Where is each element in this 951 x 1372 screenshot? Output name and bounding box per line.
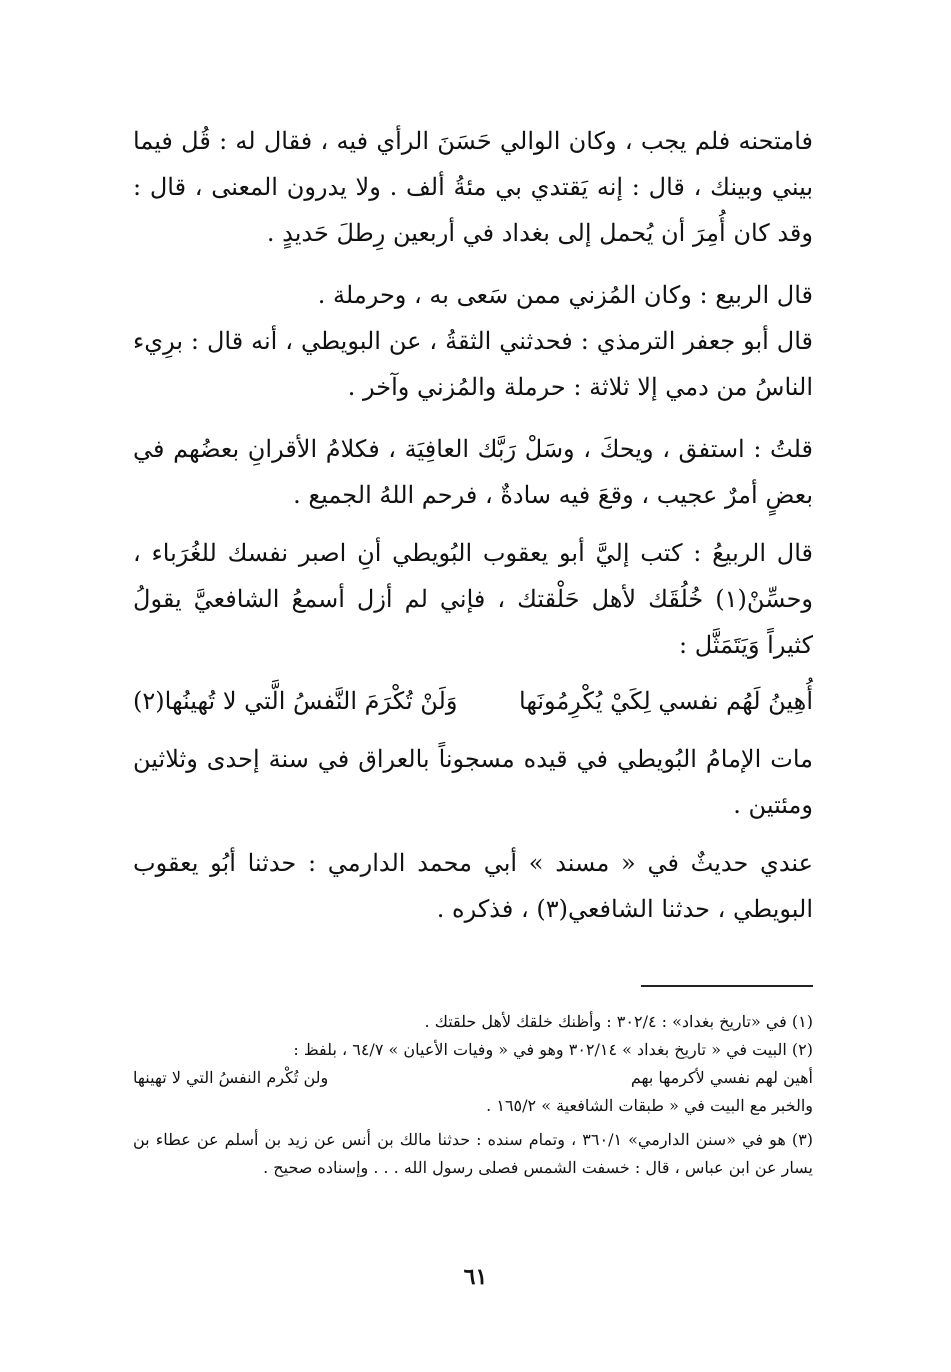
- paragraph-5: قال الربيعُ : كتب إليَّ أبو يعقوب البُويطي أنِ اصبر نفسك للغُرَباء ، وحسِّنْ(١) خُلُقَك لأهل حَلْقتك ، فإني لم أزل أسمعُ الشافعيَّ يقولُ كثيراً وَيَتَمَثَّل :: [133, 539, 813, 659]
- verse-second-hemistich: وَلَنْ تُكْرَمَ النَّفسُ الَّتي لا تُهينُها(٢): [133, 687, 458, 715]
- footnote-2: (٢) البيت في « تاريخ بغداد » ٣٠٢/١٤ وهو في « وفيات الأعيان » ٦٤/٧ ، بلفظ :: [293, 1040, 813, 1059]
- page-number: ٦١: [463, 1264, 488, 1290]
- paragraph-6: مات الإمامُ البُويطي في قيده مسجوناً بالعراق في سنة إحدى وثلاثين ومئتين .: [133, 745, 813, 819]
- footnote-verse-second: ولن تُكْرم النفسُ التي لا تهينها: [133, 1068, 329, 1087]
- footnote-1: (١) في «تاريخ بغداد» : ٣٠٢/٤ : وأظنك خلقك لأهل حلقتك .: [424, 1012, 813, 1031]
- verse-first-hemistich: أُهِينُ لَهُم نفسي لِكَيْ يُكْرِمُونَها: [519, 687, 813, 715]
- poem-verse: [133, 678, 813, 724]
- paragraph-4: قلتُ : استفق ، ويحكَ ، وسَلْ رَبَّك العافِيَة ، فكلامُ الأقرانِ بعضُهم في بعضٍ أمرٌ عجيب ، وقعَ فيه سادةٌ ، فرحم اللهُ الجميع .: [133, 435, 813, 509]
- footnotes: [133, 1008, 813, 1182]
- footnote-2-tail: والخبر مع البيت في « طبقات الشافعية » ١٦٥/٢ .: [486, 1096, 813, 1115]
- paragraph-3: قال أبو جعفر الترمذي : فحدثني الثقةُ ، عن البويطي ، أنه قال : برِيء الناسُ من دمي إلا ثلاثة : حرملة والمُزني وآخر .: [133, 327, 813, 401]
- paragraph-7: عندي حديثٌ في « مسند » أبي محمد الدارمي : حدثنا أبُو يعقوب البويطي ، حدثنا الشافعي(٣) ، فذكره .: [133, 849, 813, 923]
- footnote-2-verse: [133, 1064, 813, 1092]
- paragraph-1: فامتحنه فلم يجب ، وكان الوالي حَسَنَ الرأي فيه ، فقال له : قُل فيما بيني وبينك ، قال : إنه يَقتدي بي مئةُ ألف . ولا يدرون المعنى ، قال : وقد كان أُمِرَ أن يُحمل إلى بغداد في أربعين رِطلَ حَديدٍ .: [133, 127, 813, 247]
- paragraph-2: قال الربيع : وكان المُزني ممن سَعى به ، وحرملة .: [317, 281, 813, 309]
- footnote-verse-first: أهين لهم نفسي لأكرمها بهم: [630, 1068, 813, 1087]
- main-text: [133, 118, 813, 932]
- footnote-3: (٣) هو في «سنن الدارمي» ٣٦٠/١ ، وتمام سنده : حدثنا مالك بن أنس عن زيد بن أسلم عن عطاء بن يسار عن ابن عباس ، قال : خسفت الشمس فصلى رسول الله . . . وإسناده صحيح .: [133, 1130, 813, 1177]
- footnote-divider: [641, 985, 813, 987]
